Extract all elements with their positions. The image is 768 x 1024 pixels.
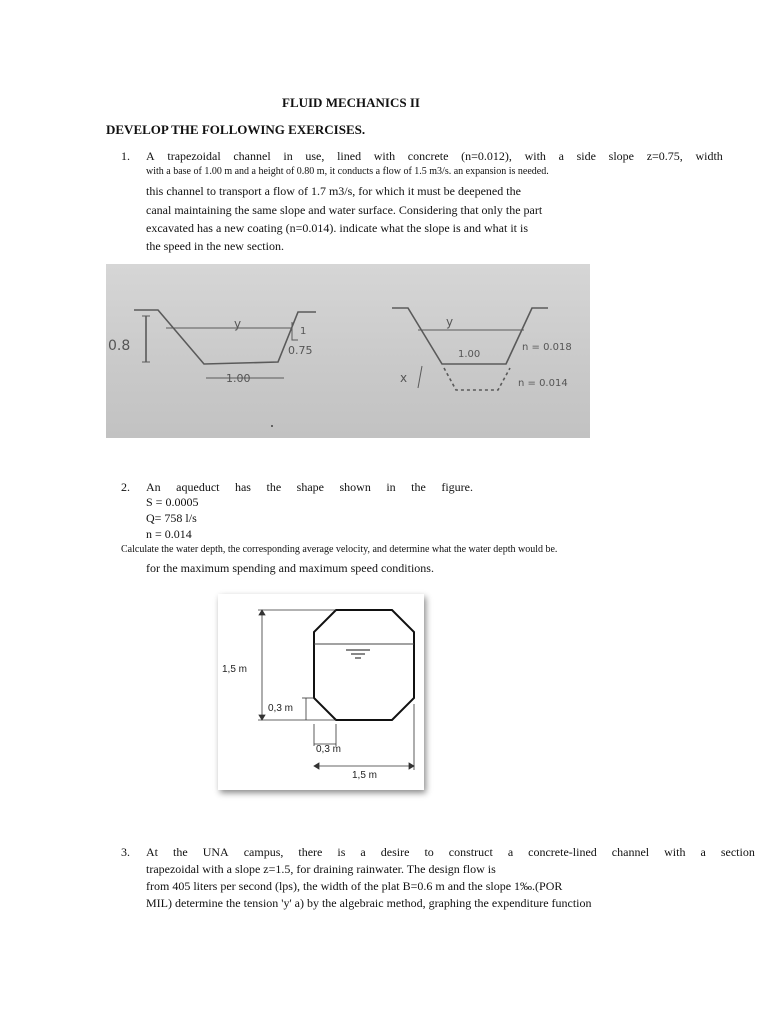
exercise-2-slope: S = 0.0005 xyxy=(146,495,199,509)
width-dimension-label: 1,5 m xyxy=(352,770,378,781)
exercise-1-line-2: with a base of 1.00 m and a height of 0.80 m, it conducts a flow of 1.5 m3/s. an expansion is needed. xyxy=(146,166,549,177)
word: shape xyxy=(296,480,324,494)
aqueduct-figure xyxy=(218,594,424,790)
word: a xyxy=(700,845,706,859)
exercise-1-line-3: this channel to transport a flow of 1.7 m3/s, for which it must be deepened the xyxy=(146,184,521,198)
exercise-2-number: 2. xyxy=(121,480,130,494)
exercise-3-line-4: MIL) determine the tension 'y' a) by the algebraic method, graphing the expenditure function xyxy=(146,896,592,910)
word: channel xyxy=(233,149,271,163)
right-n-lower-label: n = 0.014 xyxy=(518,378,568,389)
word: section xyxy=(720,845,755,859)
exercise-1-number: 1. xyxy=(121,149,130,163)
channel-sketch-photo xyxy=(106,264,590,438)
right-depth-label: x xyxy=(400,371,408,385)
word: trapezoidal xyxy=(167,149,221,163)
word: is xyxy=(337,845,346,859)
word: with xyxy=(373,149,396,163)
left-base-label: 1.00 xyxy=(226,372,251,385)
exercise-3-line-3: from 405 liters per second (lps), the width of the plat B=0.6 m and the slope 1‰.(POR xyxy=(146,879,563,893)
word: shown xyxy=(339,480,371,494)
word: concrete xyxy=(407,149,449,163)
exercise-2-flow: Q= 758 l/s xyxy=(146,511,197,525)
word: width xyxy=(695,149,723,163)
word: At xyxy=(146,845,158,859)
word: has xyxy=(234,480,251,494)
left-height-label: 0.8 xyxy=(108,338,131,354)
left-slope-label: 0.75 xyxy=(288,344,313,357)
octagon-section xyxy=(314,610,414,720)
water-level-icon xyxy=(346,650,370,658)
word: (n=0.012), xyxy=(461,149,512,163)
exercise-2-line-1 xyxy=(146,480,473,495)
word: use, xyxy=(305,149,325,163)
height-dimension-label: 1,5 m xyxy=(222,664,248,675)
right-water-label: y xyxy=(446,315,454,329)
exercise-2-calc-line: Calculate the water depth, the corresponding average velocity, and determine what the water depth would be. xyxy=(121,544,558,555)
word: to xyxy=(424,845,434,859)
word: a xyxy=(507,845,514,859)
word: A xyxy=(146,149,155,163)
chamfer-horizontal-label: 0,3 m xyxy=(316,744,342,755)
word: the xyxy=(411,480,426,494)
word: side xyxy=(576,149,596,163)
word: UNA xyxy=(202,845,229,859)
document-title: FLUID MECHANICS II xyxy=(282,95,420,110)
exercise-1-line-6: the speed in the new section. xyxy=(146,239,284,253)
word: there xyxy=(298,845,323,859)
exercise-1-line-5: excavated has a new coating (n=0.014). indicate what the slope is and what it is xyxy=(146,221,528,235)
exercise-2-for-line: for the maximum spending and maximum speed conditions. xyxy=(146,561,434,575)
word: lined xyxy=(337,149,362,163)
word: desire xyxy=(380,845,410,859)
word: concrete-lined xyxy=(528,845,597,859)
word: figure. xyxy=(441,480,473,494)
word: a xyxy=(558,149,564,163)
exercise-3-line-2: trapezoidal with a slope z=1.5, for draining rainwater. The design flow is xyxy=(146,862,496,876)
word: the xyxy=(173,845,188,859)
section-heading: DEVELOP THE FOLLOWING EXERCISES. xyxy=(106,122,366,137)
exercise-3-line-1 xyxy=(146,845,755,860)
right-base-label: 1.00 xyxy=(458,349,481,360)
exercise-3-number: 3. xyxy=(121,845,130,859)
exercise-1-line-4: canal maintaining the same slope and water surface. Considering that only the part xyxy=(146,203,543,217)
word: z=0.75, xyxy=(646,149,683,163)
word: with xyxy=(524,149,546,163)
word: construct xyxy=(448,845,493,859)
left-water-label: y xyxy=(234,317,242,331)
word: campus, xyxy=(243,845,284,859)
right-n-upper-label: n = 0.018 xyxy=(522,342,572,353)
word: in xyxy=(386,480,396,494)
word: An xyxy=(146,480,161,494)
exercise-1-line-1 xyxy=(146,149,723,164)
word: channel xyxy=(611,845,650,859)
chamfer-vertical-label: 0,3 m xyxy=(268,703,294,714)
word: aqueduct xyxy=(176,480,220,494)
left-slope-num: 1 xyxy=(300,326,307,337)
exercise-2-manning: n = 0.014 xyxy=(146,527,192,541)
word: slope xyxy=(608,149,634,163)
word: in xyxy=(283,149,293,163)
word: a xyxy=(360,845,366,859)
word: the xyxy=(266,480,282,494)
word: with xyxy=(664,845,686,859)
